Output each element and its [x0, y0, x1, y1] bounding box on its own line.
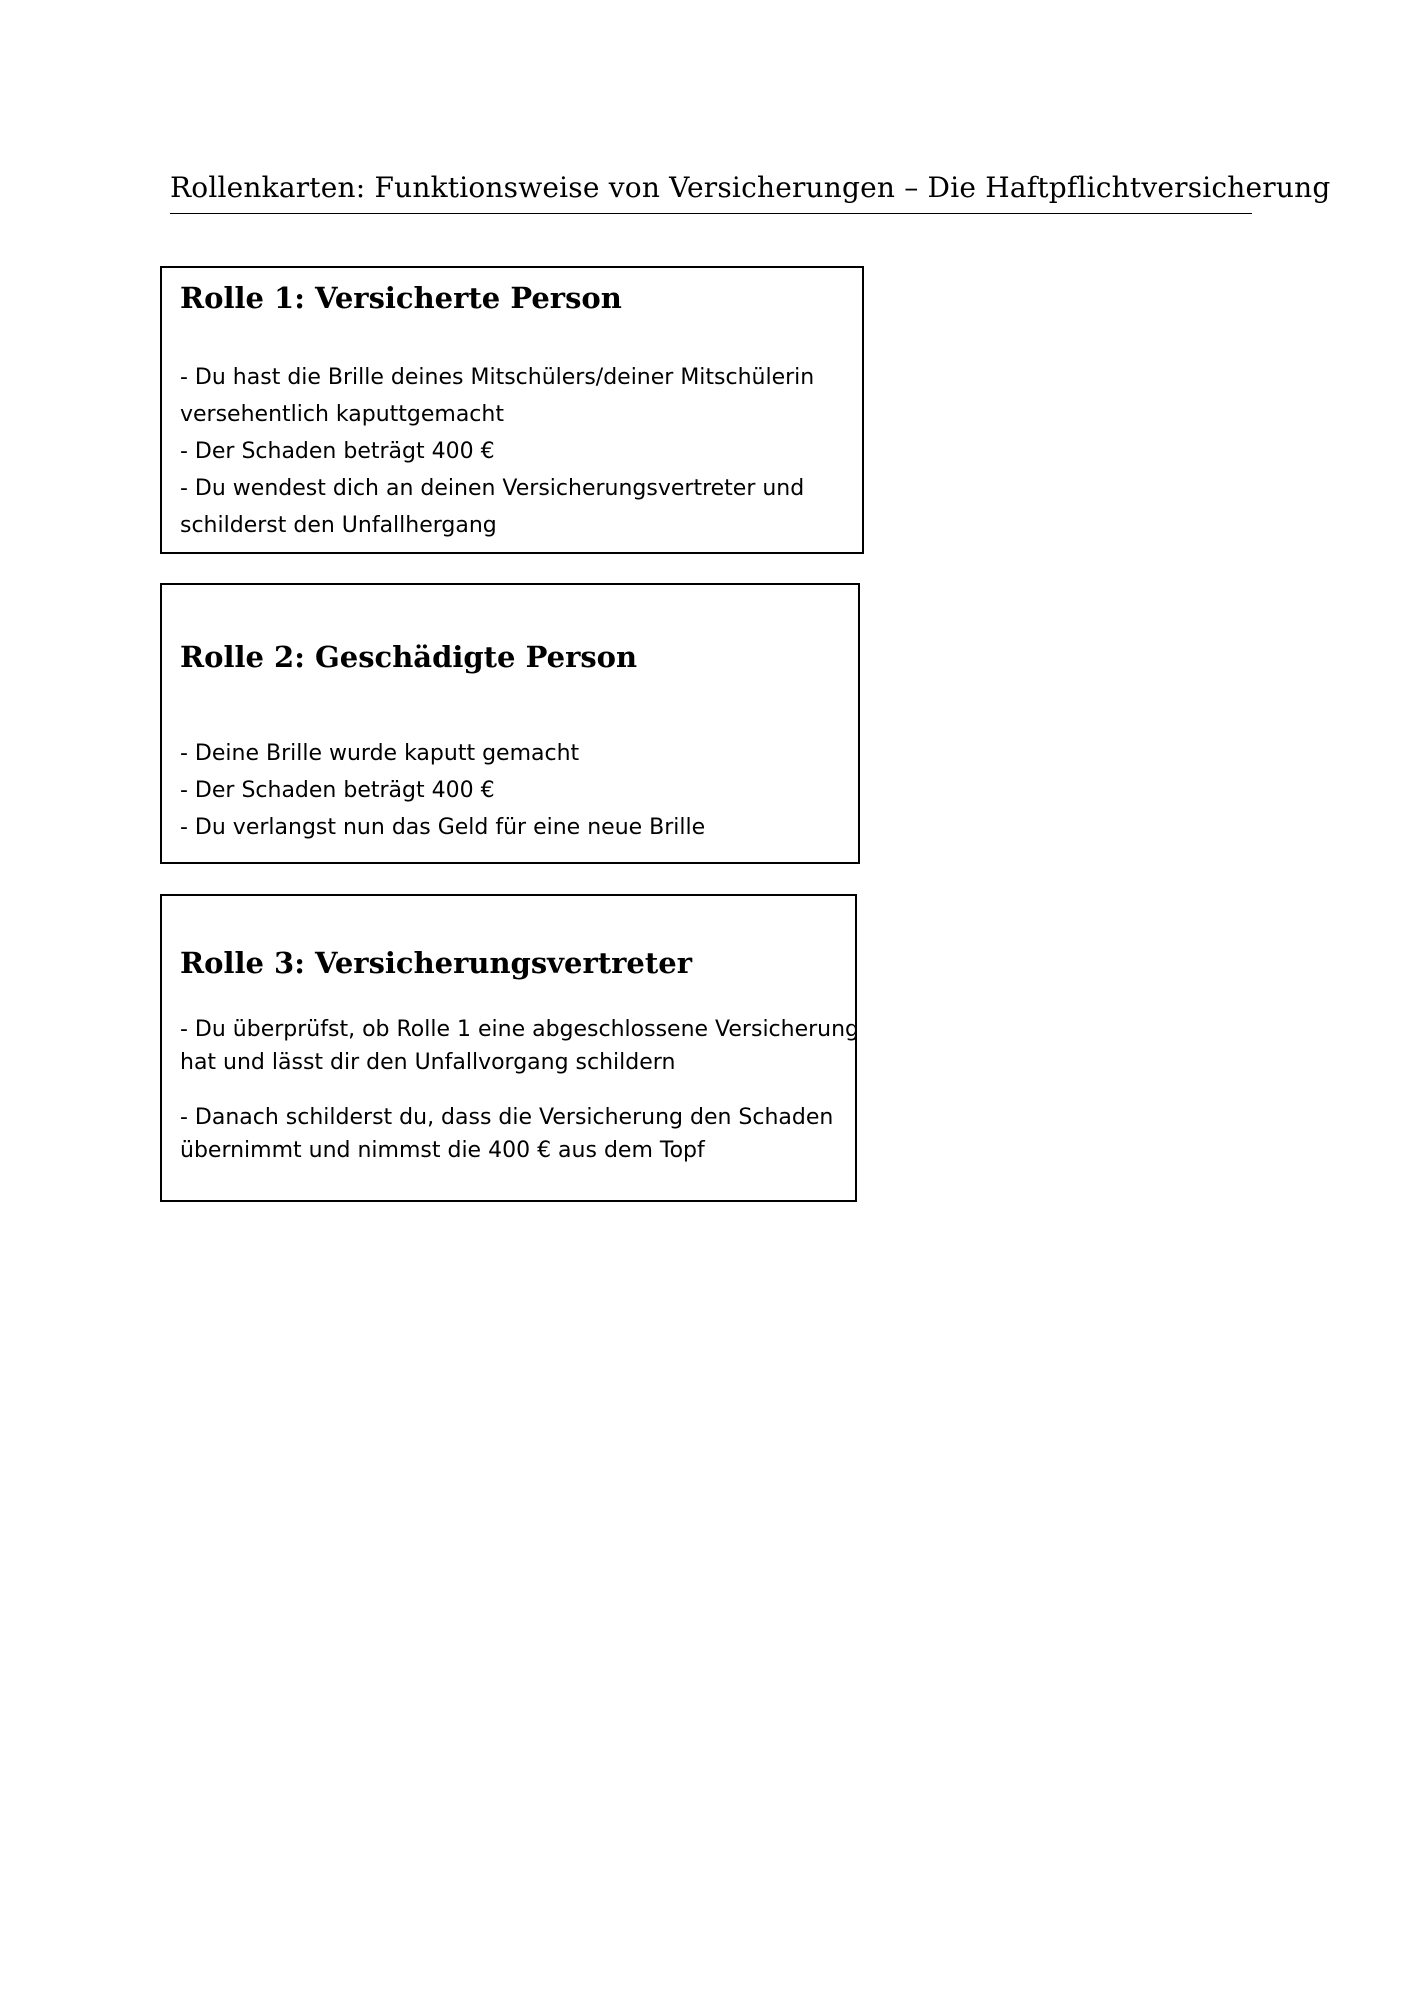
role-card-line: - Der Schaden beträgt 400 €	[180, 778, 495, 803]
role-card-line: - Danach schilderst du, dass die Versicherung den Schaden	[180, 1105, 834, 1130]
paragraph-spacer	[180, 1079, 843, 1101]
role-card-line: - Der Schaden beträgt 400 €	[180, 439, 495, 464]
role-card-line: hat und lässt dir den Unfallvorgang schildern	[180, 1050, 676, 1075]
title-underline	[170, 213, 1252, 214]
role-card-line: - Deine Brille wurde kaputt gemacht	[180, 741, 580, 766]
role-card-title: Rolle 2: Geschädigte Person	[180, 640, 638, 674]
role-card-2	[160, 583, 860, 864]
role-card-line: - Du wendest dich an deinen Versicherungsvertreter und	[180, 476, 805, 501]
role-card-1	[160, 266, 864, 554]
role-card-line: übernimmt und nimmst die 400 € aus dem Topf	[180, 1138, 705, 1163]
role-card-line: - Du verlangst nun das Geld für eine neue Brille	[180, 815, 706, 840]
role-card-line: schilderst den Unfallhergang	[180, 513, 497, 538]
role-card-title: Rolle 3: Versicherungsvertreter	[180, 946, 692, 980]
role-card-body	[180, 735, 846, 846]
role-card-line: - Du überprüfst, ob Rolle 1 eine abgeschlossene Versicherung	[180, 1017, 860, 1042]
role-card-3	[160, 894, 860, 1202]
role-card-body	[180, 359, 850, 544]
page-title: Rollenkarten: Funktionsweise von Versicherungen – Die Haftpflichtversicherung	[170, 171, 1331, 204]
role-card-line: versehentlich kaputtgemacht	[180, 402, 504, 427]
role-card-title: Rolle 1: Versicherte Person	[180, 281, 622, 315]
role-card-line: - Du hast die Brille deines Mitschülers/deiner Mitschülerin	[180, 365, 815, 390]
role-card-body	[180, 1013, 860, 1167]
